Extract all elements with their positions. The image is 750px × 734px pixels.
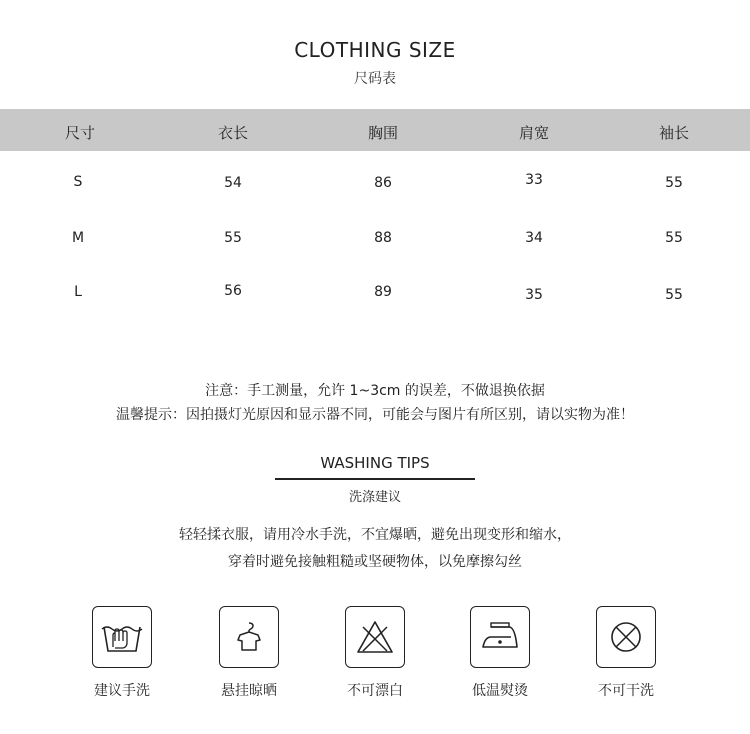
washing-divider: [275, 478, 475, 480]
table-cell: 55: [665, 175, 683, 191]
icon-label-no-dry-clean: 不可干洗: [598, 683, 654, 699]
col-header-size: 尺寸: [64, 124, 95, 142]
table-cell: 88: [374, 230, 392, 246]
low-iron-icon: [470, 606, 530, 668]
page-subtitle: 尺码表: [354, 71, 396, 87]
washing-title: WASHING TIPS: [320, 454, 430, 472]
col-header-chest: 胸围: [367, 124, 398, 142]
icon-label-hang-dry: 悬挂晾晒: [221, 683, 277, 699]
table-cell: L: [74, 284, 82, 300]
hang-dry-icon: [219, 606, 279, 668]
washing-desc-2: 穿着时避免接触粗糙或坚硬物体，以免摩擦勾丝: [228, 554, 522, 570]
table-cell: 55: [665, 287, 683, 303]
washing-desc-1: 轻轻揉衣服，请用冷水手洗，不宜爆晒，避免出现变形和缩水，: [179, 527, 571, 543]
no-dry-clean-icon: [596, 606, 656, 668]
table-cell: 35: [525, 287, 543, 303]
col-header-sleeve: 袖长: [658, 124, 689, 142]
washing-subtitle: 洗涤建议: [348, 490, 401, 505]
table-cell: 86: [374, 175, 392, 191]
measurement-note: 注意：手工测量，允许 1~3cm 的误差，不做退换依据: [205, 383, 545, 399]
icon-label-low-iron: 低温熨烫: [472, 683, 528, 699]
table-cell: 89: [374, 284, 392, 300]
table-cell: 33: [525, 172, 543, 188]
table-cell: M: [71, 230, 85, 246]
no-bleach-icon: [345, 606, 405, 668]
table-cell: 34: [525, 230, 543, 246]
page-title: CLOTHING SIZE: [294, 38, 456, 62]
col-header-shoulder: 肩宽: [518, 124, 549, 142]
table-cell: 55: [224, 230, 242, 246]
table-cell: 54: [224, 175, 242, 191]
display-note: 温馨提示：因拍摄灯光原因和显示器不同，可能会与图片有所区别，请以实物为准！: [116, 407, 634, 423]
table-cell: S: [73, 174, 83, 190]
table-cell: 55: [665, 230, 683, 246]
table-cell: 56: [224, 283, 242, 299]
icon-label-no-bleach: 不可漂白: [347, 683, 403, 699]
icon-label-hand-wash: 建议手洗: [94, 683, 150, 699]
hand-wash-icon: [92, 606, 152, 668]
col-header-length: 衣长: [217, 124, 248, 142]
